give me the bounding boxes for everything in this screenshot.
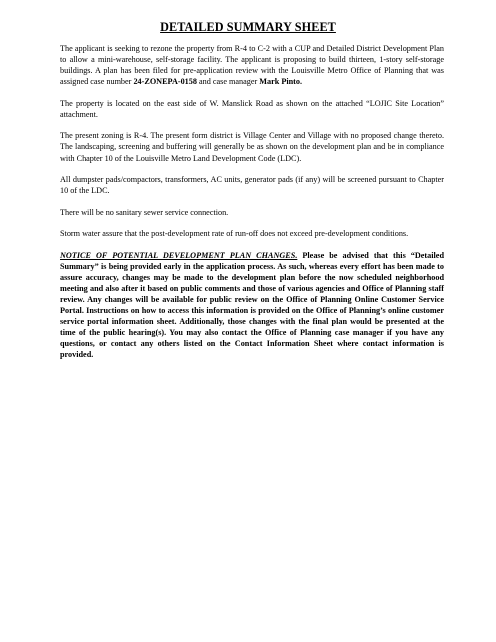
rezoning-text-2: and case manager	[196, 77, 260, 87]
rezoning-text: The applicant is seeking to rezone the property from R-4 to C-2 with a CUP and Detailed District Development Plan to allow a mini-warehouse, self-storage facility. The applicant is proposing to build thirteen, 1-story self-storage buildings. A plan has been filed for pre-application review with the Louisville Metro Office of Planning that was assigned case number	[60, 44, 444, 87]
case-manager-name: Mark Pinto	[259, 77, 300, 87]
document-body	[60, 43, 444, 371]
rezoning-period: .	[299, 77, 303, 87]
paragraph-screening: All dumpster pads/compactors, transformers, AC units, generator pads (if any) will be screened pursuant to Chapter 10 of the LDC.	[60, 175, 444, 196]
paragraph-location: The property is located on the east side of W. Manslick Road as shown on the attached “LOJIC Site Location” attachment.	[60, 98, 444, 119]
notice-text: Please be advised that this “Detailed Summary” is being provided early in the application process. As such, whereas every effort has been made to assure accuracy, changes may be made to the development plan before the now scheduled neighborhood meeting and also after it based on public comments and those of various agencies and Office of Planning staff review. Any changes will be available for public review on the Office of Planning Online Customer Service Portal. Instructions on how to access this information is provided on the Office of Planning’s online customer service portal information sheet. Additionally, those changes with the final plan would be presented at the time of the public hearing(s). You may also contact the Office of Planning case manager if you have any questions, or contact any others listed on the Contact Information Sheet where contact information is provided.	[60, 250, 444, 360]
paragraph-rezoning	[60, 43, 444, 87]
paragraph-stormwater: Storm water assure that the post-development rate of run-off does not exceed pre-development conditions.	[60, 229, 409, 239]
notice-heading: NOTICE OF POTENTIAL DEVELOPMENT PLAN CHANGES.	[60, 250, 298, 260]
document-title: DETAILED SUMMARY SHEET	[160, 20, 336, 34]
paragraph-notice	[60, 250, 444, 361]
paragraph-sewer: There will be no sanitary sewer service connection.	[60, 207, 229, 217]
paragraph-zoning: The present zoning is R-4. The present form district is Village Center and Village with no proposed change thereto. The landscaping, screening and buffering will generally be as shown on the development plan and be in compliance with Chapter 10 of the Louisville Metro Land Development Code (LDC).	[60, 131, 444, 163]
case-number: 24-ZONEPA-0158	[133, 77, 197, 87]
